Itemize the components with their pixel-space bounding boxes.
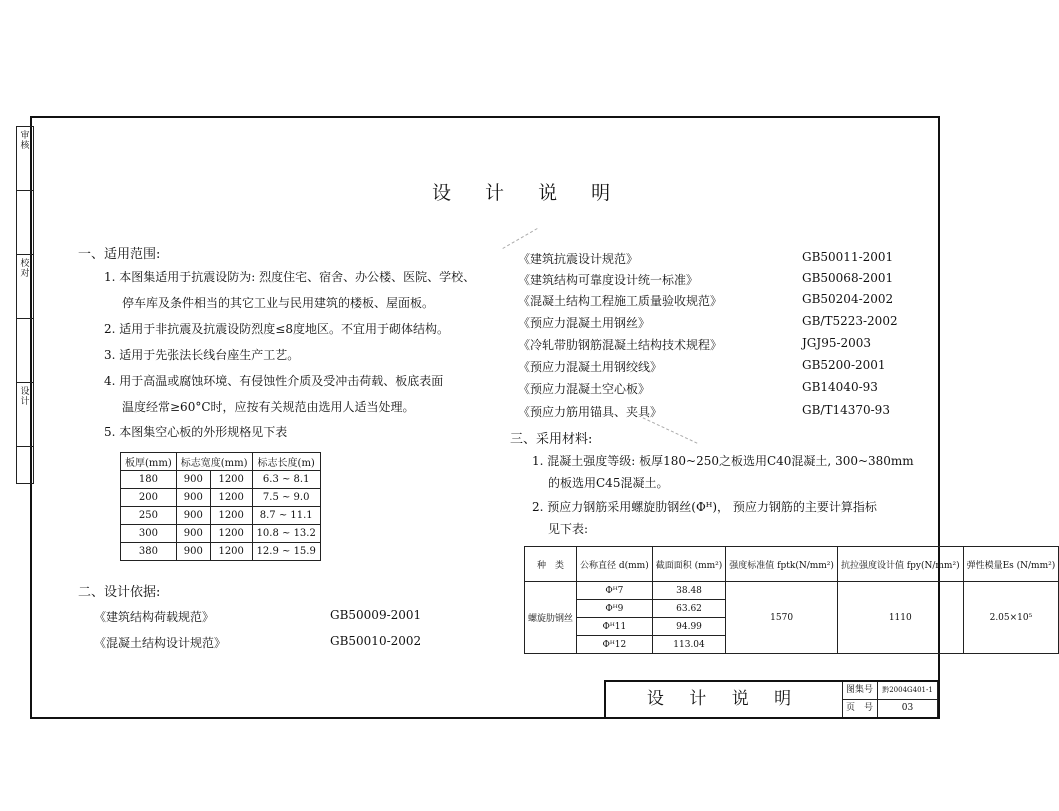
reference-name: 《预应力混凝土用钢绞线》 xyxy=(518,360,663,374)
table-cell: 1200 xyxy=(210,489,252,507)
table-header: 标志长度(m) xyxy=(252,453,320,471)
table-header: 标志宽度(mm) xyxy=(176,453,252,471)
reference-name: 《建筑结构荷载规范》 xyxy=(94,610,215,624)
section1-item: 温度经常≥60°C时，应按有关规范由选用人适当处理。 xyxy=(122,400,415,414)
table-header: 弹性模量Es (N/mm²) xyxy=(963,547,1059,582)
table-header: 板厚(mm) xyxy=(121,453,177,471)
table-cell: 63.62 xyxy=(652,600,726,618)
table-cell: 7.5 ~ 9.0 xyxy=(252,489,320,507)
table-cell: 900 xyxy=(176,471,210,489)
table-cell: 300 xyxy=(121,525,177,543)
side-cell: 校对 xyxy=(17,255,33,319)
reference-name: 《冷轧带肋钢筋混凝土结构技术规程》 xyxy=(518,338,723,352)
table-cell: 380 xyxy=(121,543,177,561)
reference-code: GB14040-93 xyxy=(802,380,878,394)
table-row xyxy=(121,471,321,489)
atlas-number: 黔2004G401-1 xyxy=(878,682,938,700)
table-cell: Φᴴ9 xyxy=(577,600,653,618)
reference-code: GB50011-2001 xyxy=(802,250,894,264)
side-cell: 审核 xyxy=(17,127,33,191)
reference-name: 《预应力筋用锚具、夹具》 xyxy=(518,405,663,419)
reference-code: GB50204-2002 xyxy=(802,292,894,306)
table-cell: 1200 xyxy=(210,525,252,543)
section2-heading: 二、设计依据: xyxy=(78,585,161,600)
table-cell: 1200 xyxy=(210,471,252,489)
table-header: 截面面积 (mm²) xyxy=(652,547,726,582)
table-cell: 10.8 ~ 13.2 xyxy=(252,525,320,543)
side-cell: 设计 xyxy=(17,383,33,447)
side-cell xyxy=(17,447,33,477)
atlas-label: 图集号 xyxy=(842,682,878,700)
reference-name: 《混凝土结构设计规范》 xyxy=(94,636,227,650)
section1-heading: 一、适用范围: xyxy=(78,247,161,262)
reference-code: GB50068-2001 xyxy=(802,271,894,285)
table-cell: 1200 xyxy=(210,543,252,561)
table-cell: Φᴴ7 xyxy=(577,582,653,600)
table-row xyxy=(121,525,321,543)
reference-code: GB/T5223-2002 xyxy=(802,314,898,328)
side-signature-strip xyxy=(16,126,34,484)
table-cell: 1200 xyxy=(210,507,252,525)
table-cell: 8.7 ~ 11.1 xyxy=(252,507,320,525)
section3-item: 2. 预应力钢筋采用螺旋肋钢丝(Φᴴ)， 预应力钢筋的主要计算指标 xyxy=(532,500,877,514)
table-header-row xyxy=(121,453,321,471)
reference-name: 《预应力混凝土空心板》 xyxy=(518,382,651,396)
page-label: 页 号 xyxy=(842,700,878,717)
table-cell: 94.99 xyxy=(652,618,726,636)
section3-item: 的板选用C45混凝土。 xyxy=(548,476,669,490)
table-cell: Φᴴ11 xyxy=(577,618,653,636)
table-cell: 1110 xyxy=(837,582,963,654)
table-cell: 900 xyxy=(176,525,210,543)
table-cell: 113.04 xyxy=(652,636,726,654)
table-header: 强度标准值 fptk(N/mm²) xyxy=(726,547,838,582)
reference-code: GB/T14370-93 xyxy=(802,403,890,417)
reference-name: 《建筑结构可靠度设计统一标准》 xyxy=(518,273,699,287)
table-row xyxy=(121,489,321,507)
reference-code: GB50009-2001 xyxy=(330,608,422,622)
table-cell: 900 xyxy=(176,543,210,561)
section3-heading: 三、采用材料: xyxy=(510,432,593,447)
table-row xyxy=(121,543,321,561)
table-header: 种 类 xyxy=(525,547,577,582)
section1-item: 停车库及条件相当的其它工业与民用建筑的楼板、屋面板。 xyxy=(122,296,435,310)
side-cell xyxy=(17,319,33,383)
reference-name: 《混凝土结构工程施工质量验收规范》 xyxy=(518,294,723,308)
table-header: 抗拉强度设计值 fpy(N/mm²) xyxy=(837,547,963,582)
steel-table xyxy=(524,546,1059,654)
table-cell: 38.48 xyxy=(652,582,726,600)
section3-item: 见下表: xyxy=(548,522,589,536)
reference-code: JGJ95-2003 xyxy=(802,336,872,350)
table-cell: 12.9 ~ 15.9 xyxy=(252,543,320,561)
table-cell: 250 xyxy=(121,507,177,525)
reference-name: 《建筑抗震设计规范》 xyxy=(518,252,639,266)
table-header: 公称直径 d(mm) xyxy=(577,547,653,582)
reference-code: GB5200-2001 xyxy=(802,358,886,372)
reference-name: 《预应力混凝土用钢丝》 xyxy=(518,316,651,330)
table-cell: 180 xyxy=(121,471,177,489)
table-cell: 螺旋肋钢丝 xyxy=(525,582,577,654)
table-cell: 900 xyxy=(176,507,210,525)
table-cell: 2.05×10⁵ xyxy=(963,582,1059,654)
table-row xyxy=(121,507,321,525)
section1-item: 3. 适用于先张法长线台座生产工艺。 xyxy=(104,348,300,362)
table-cell: 1570 xyxy=(726,582,838,654)
section1-item: 4. 用于高温或腐蚀环境、有侵蚀性介质及受冲击荷载、板底表面 xyxy=(104,374,444,388)
table-cell: 6.3 ~ 8.1 xyxy=(252,471,320,489)
section1-item: 2. 适用于非抗震及抗震设防烈度≤8度地区。不宜用于砌体结构。 xyxy=(104,322,449,336)
section1-item: 1. 本图集适用于抗震设防为: 烈度住宅、宿舍、办公楼、医院、学校、 xyxy=(104,270,476,284)
table-cell: Φᴴ12 xyxy=(577,636,653,654)
page-title: 设 计 说 明 xyxy=(432,182,625,204)
title-block xyxy=(604,680,938,717)
title-block-name: 设 计 说 明 xyxy=(606,682,843,717)
spec-table xyxy=(120,452,321,561)
page-number: 03 xyxy=(878,700,938,717)
table-cell: 900 xyxy=(176,489,210,507)
table-row xyxy=(525,582,1059,600)
section3-item: 1. 混凝土强度等级: 板厚180~250之板选用C40混凝土, 300~380mm xyxy=(532,454,914,468)
table-cell: 200 xyxy=(121,489,177,507)
table-header-row xyxy=(525,547,1059,582)
section1-item: 5. 本图集空心板的外形规格见下表 xyxy=(104,425,288,439)
side-cell xyxy=(17,191,33,255)
reference-code: GB50010-2002 xyxy=(330,634,422,648)
